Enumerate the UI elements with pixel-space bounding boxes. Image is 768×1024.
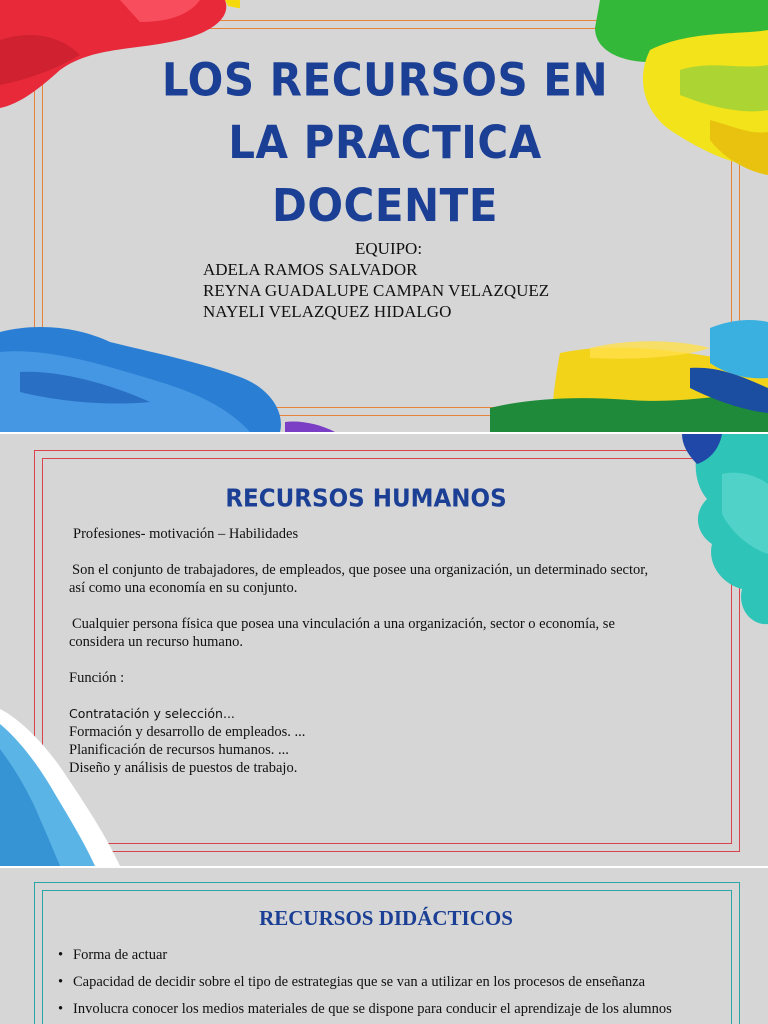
paragraph: Son el conjunto de trabajadores, de empleados, que posee una organización, un determinado sector, así como una economía en su conjunto. xyxy=(69,562,649,596)
team-member: NAYELI VELAZQUEZ HIDALGO xyxy=(203,302,452,321)
slide-recursos-humanos xyxy=(0,434,768,866)
presentation-title: LOS RECURSOS EN LA PRACTICA DOCENTE xyxy=(161,53,609,232)
bullet-item: • Involucra conocer los medios materiales de que se dispone para conducir el aprendizaje de los alumnos xyxy=(58,1000,688,1018)
team-member: ADELA RAMOS SALVADOR xyxy=(203,260,418,279)
function-label: Función : xyxy=(69,670,125,686)
slide-title xyxy=(0,0,768,432)
section-body xyxy=(69,525,659,777)
function-item: Contratación y selección... xyxy=(69,706,235,721)
section-title: RECURSOS DIDÁCTICOS xyxy=(259,906,513,930)
slide-recursos-didacticos xyxy=(0,868,768,1024)
subtitle-line: Profesiones- motivación – Habilidades xyxy=(73,526,299,542)
function-item: Formación y desarrollo de empleados. ... xyxy=(69,724,306,740)
team-header: EQUIPO: xyxy=(355,239,423,258)
blue-paint-splash xyxy=(0,322,340,432)
section-title: RECURSOS HUMANOS xyxy=(225,484,507,514)
bullet-item: • Capacidad de decidir sobre el tipo de estrategias que se van a utilizar en los procesos de enseñanza xyxy=(58,973,688,991)
team-member: REYNA GUADALUPE CAMPAN VELAZQUEZ xyxy=(203,281,550,300)
team-block xyxy=(203,238,549,322)
yellow-blue-paint-splash xyxy=(490,318,768,432)
teal-paint-splash xyxy=(682,434,768,634)
bullet-list xyxy=(58,946,688,1024)
bullet-item: • Forma de actuar xyxy=(58,946,688,964)
function-item: Diseño y análisis de puestos de trabajo. xyxy=(69,760,298,776)
paragraph: Cualquier persona física que posea una vinculación a una organización, sector o economía, se considera un recurso humano. xyxy=(69,616,615,650)
function-list xyxy=(69,705,659,777)
function-item: Planificación de recursos humanos. ... xyxy=(69,742,289,758)
